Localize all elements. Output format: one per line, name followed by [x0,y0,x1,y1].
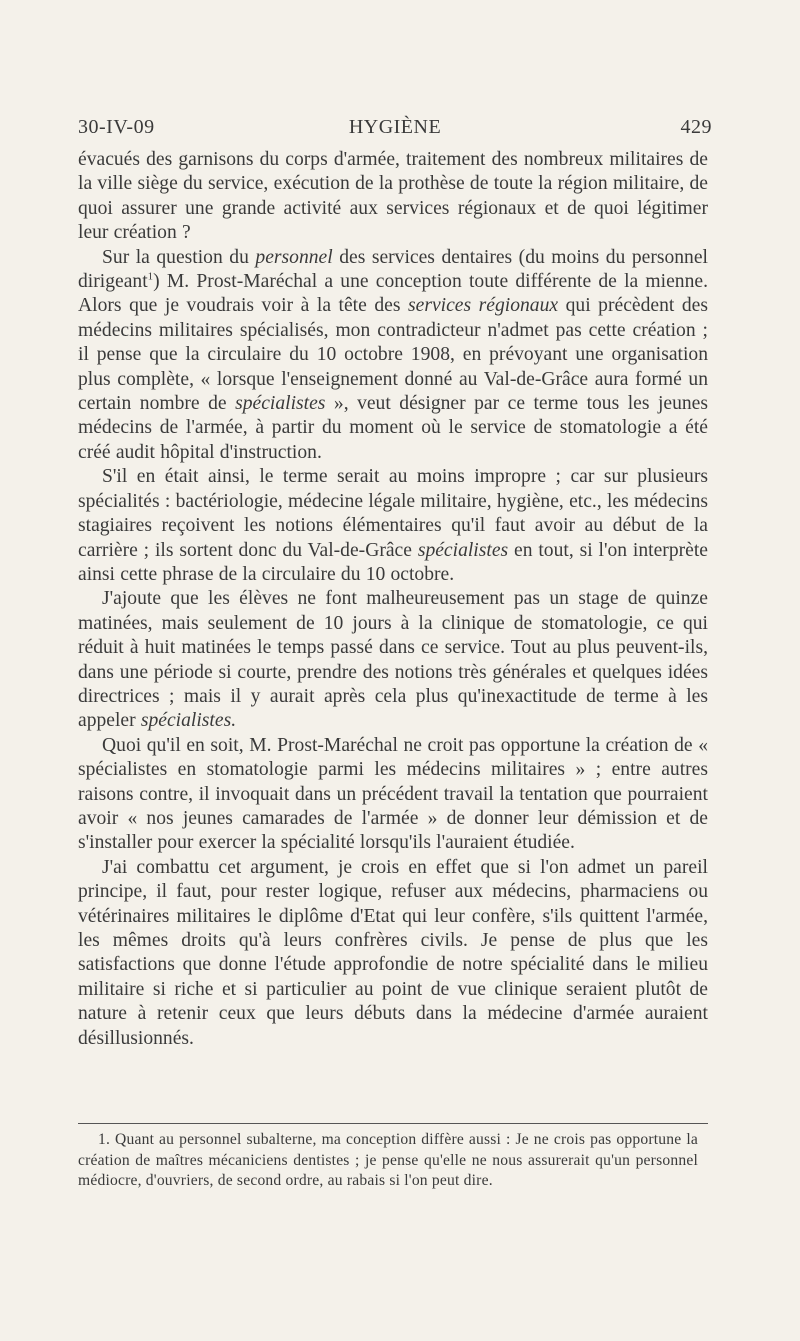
header-date: 30-IV-09 [78,116,155,138]
emphasis-text: services régionaux [408,295,559,317]
text-run: Sur la question du [102,246,256,268]
text-run: J'ai combattu cet argument, je crois en effet que si l'on admet un pareil principe, il faut, pour rester logique, refuser aux médecins, pharmaciens ou vétérinaires militaires le diplôme d'Etat qui leur confère, s'ils quittent l'armée, les mêmes droits qu'à leurs confrères civils. Je pense de plus que les satisfactions que donne l'étude approfondie de notre spécialité dans le milieu militaire si riche et si particulier au point de vue clinique seraient plutôt de nature à retenir ceux que leurs débuts dans la médecine d'armée auraient désillusionnés. [78,856,708,1049]
emphasis-text: personnel [255,246,333,268]
paragraph [78,465,708,587]
paragraph [78,587,708,733]
paragraph [78,148,708,246]
footnote-divider [78,1123,708,1124]
emphasis-text: spécialistes [417,539,509,561]
footnote-text: 1. Quant au personnel subalterne, ma conception diffère aussi : Je ne crois pas opportune la création de maîtres mécaniciens dentistes ; je pense qu'elle ne nous assurerait qu'un personnel médiocre, d'ouvriers, de second ordre, au rabais si l'on peut dire. [78,1131,698,1189]
footnote-marker: 1 [147,270,154,283]
text-run: des services dentaires (du moins du personnel dirigeant [78,246,708,293]
body-text [78,148,708,1051]
text-run: Quoi qu'il en soit, M. Prost-Maréchal ne croit pas opportune la création de « spécialistes en stomatologie parmi les médecins militaires » ; entre autres raisons contre, il invoquait dans un précédent travail la tentation que pourraient avoir « nos jeunes camarades de l'armée » de donner leur démission et de s'installer pour exercer la spécialité lorsqu'ils l'auraient étudiée. [78,734,708,854]
header-section-title: HYGIÈNE [348,116,442,138]
text-run: ) M. Prost-Maréchal a une conception toute différente de la mienne. Alors que je voudrais voir à la tête des [78,271,708,317]
emphasis-text: spécialistes [235,393,326,415]
running-header [78,116,712,148]
text-run: », veut désigner par ce terme tous les jeunes médecins de l'armée, à partir du moment où le service de stomatologie a été créé audit hôpital d'instruction. [78,393,708,463]
paragraph [78,734,708,856]
text-run: qui précèdent des médecins militaires spécialisés, mon contradicteur n'admet pas cette création ; il pense que la circulaire du 10 octobre 1908, en prévoyant une organisation plus complète, « lorsque l'enseignement donné au Val-de-Grâce aura formé un certain nombre de [78,295,708,415]
paragraph [78,246,708,466]
page-number: 429 [680,116,712,138]
paragraph [78,856,708,1051]
text-run: en tout, si l'on interprète ainsi cette phrase de la circulaire du 10 octobre. [78,539,708,585]
text-run: évacués des garnisons du corps d'armée, traitement des nombreux militaires de la ville siège du service, exécution de la prothèse de toute la région militaire, de quoi assurer une grande activité aux services régionaux et de quoi légitimer leur création ? [78,149,708,244]
text-run: S'il en était ainsi, le terme serait au moins impropre ; car sur plusieurs spécialités : bactériologie, médecine légale militaire, hygiène, etc., les médecins stagiaires reçoivent les notions élémentaires qu'il faut avoir au début de la carrière ; ils sortent donc du Val-de-Grâce [78,466,708,561]
emphasis-text: spécialistes. [140,710,237,732]
footnote [78,1130,698,1192]
text-run: J'ajoute que les élèves ne font malheureusement pas un stage de quinze matinées, mais seulement de 10 jours à la clinique de stomatologie, ce qui réduit à huit matinées le temps passé dans ce service. Tout au plus peuvent-ils, dans une période si courte, prendre des notions très générales et quelques idées directrices ; mais il y aurait après cela plus qu'inexactitude de terme à les appeler [78,588,708,732]
